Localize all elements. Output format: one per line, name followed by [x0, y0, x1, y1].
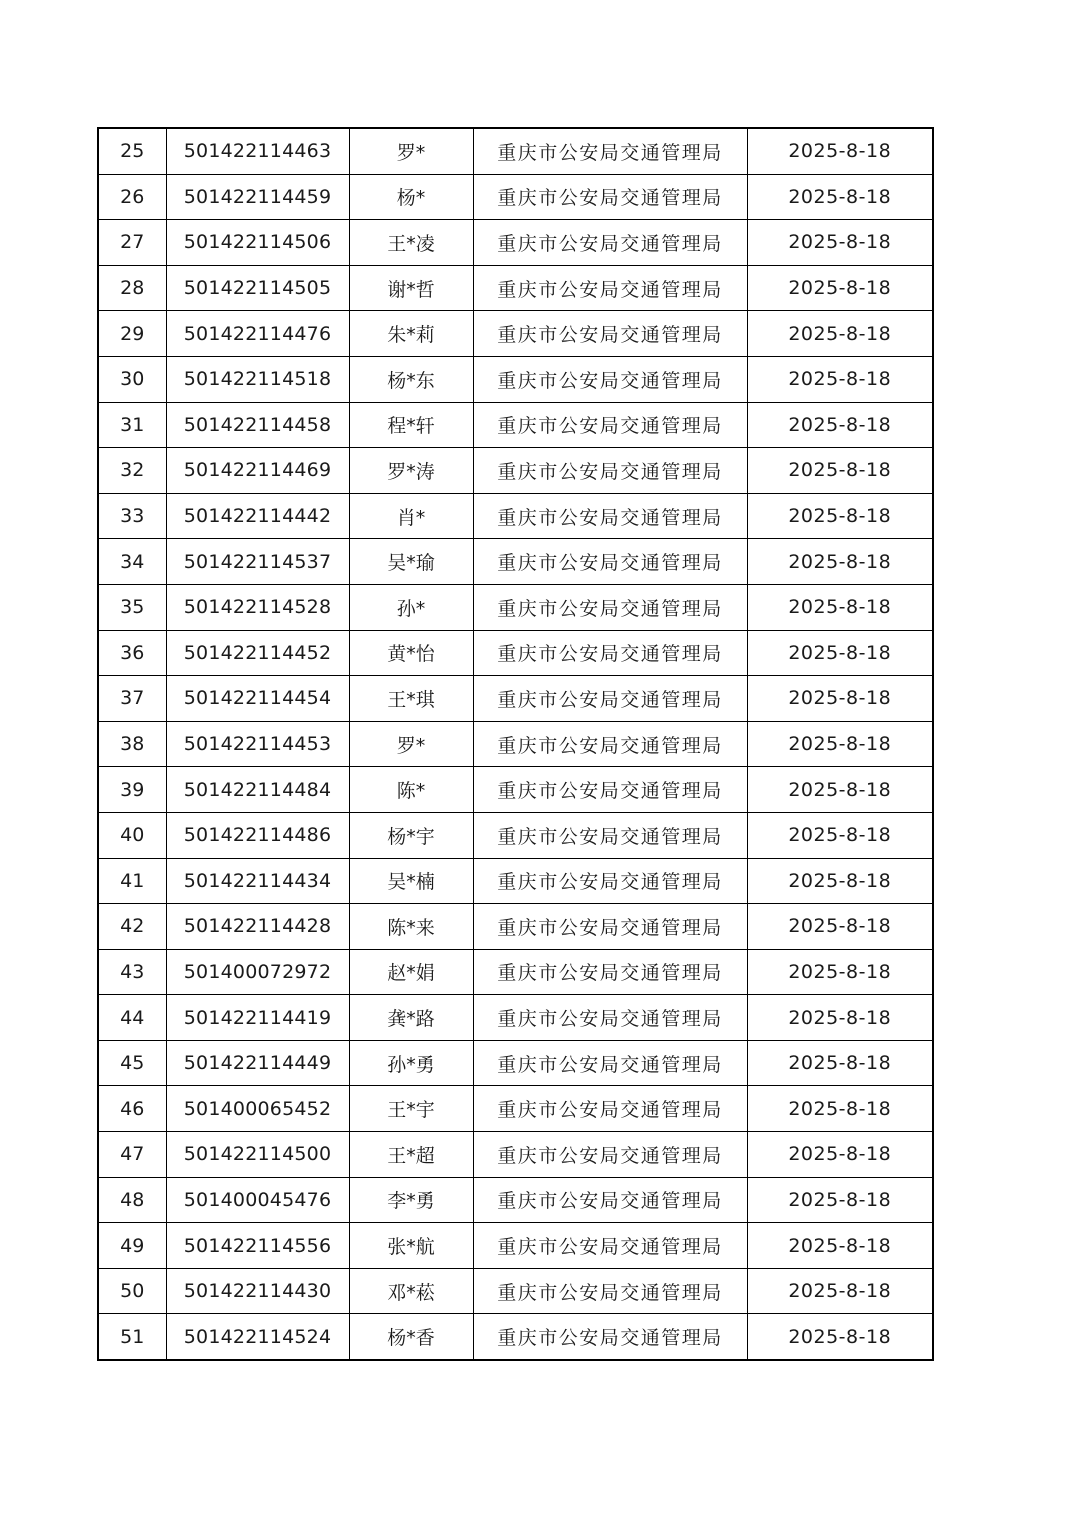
record-id-cell: 501422114449 — [166, 1040, 349, 1086]
row-number-cell: 36 — [98, 630, 166, 676]
person-name-cell: 邓*菘 — [349, 1268, 473, 1314]
organization-cell: 重庆市公安局交通管理局 — [473, 1177, 747, 1223]
person-name-cell: 罗* — [349, 128, 473, 174]
date-cell: 2025-8-18 — [747, 402, 933, 448]
record-id-cell: 501422114537 — [166, 539, 349, 585]
record-id-cell: 501422114556 — [166, 1223, 349, 1269]
person-name-cell: 陈* — [349, 767, 473, 813]
date-cell: 2025-8-18 — [747, 448, 933, 494]
organization-cell: 重庆市公安局交通管理局 — [473, 539, 747, 585]
row-number-cell: 31 — [98, 402, 166, 448]
record-id-cell: 501422114459 — [166, 174, 349, 220]
record-id-cell: 501422114528 — [166, 584, 349, 630]
table-row — [98, 1223, 933, 1269]
table-row — [98, 1177, 933, 1223]
person-name-cell: 程*轩 — [349, 402, 473, 448]
record-id-cell: 501422114453 — [166, 721, 349, 767]
person-name-cell: 王*凌 — [349, 220, 473, 266]
date-cell: 2025-8-18 — [747, 1086, 933, 1132]
person-name-cell: 孙* — [349, 584, 473, 630]
person-name-cell: 肖* — [349, 493, 473, 539]
row-number-cell: 38 — [98, 721, 166, 767]
table-row — [98, 995, 933, 1041]
person-name-cell: 杨* — [349, 174, 473, 220]
date-cell: 2025-8-18 — [747, 812, 933, 858]
record-id-cell: 501422114463 — [166, 128, 349, 174]
organization-cell: 重庆市公安局交通管理局 — [473, 767, 747, 813]
table-row — [98, 1040, 933, 1086]
table-row — [98, 584, 933, 630]
row-number-cell: 32 — [98, 448, 166, 494]
table-row — [98, 493, 933, 539]
date-cell: 2025-8-18 — [747, 904, 933, 950]
date-cell: 2025-8-18 — [747, 949, 933, 995]
table-row — [98, 676, 933, 722]
row-number-cell: 29 — [98, 311, 166, 357]
table-row — [98, 128, 933, 174]
date-cell: 2025-8-18 — [747, 676, 933, 722]
row-number-cell: 44 — [98, 995, 166, 1041]
date-cell: 2025-8-18 — [747, 584, 933, 630]
table-row — [98, 448, 933, 494]
record-id-cell: 501422114458 — [166, 402, 349, 448]
person-name-cell: 黄*怡 — [349, 630, 473, 676]
table-row — [98, 812, 933, 858]
row-number-cell: 40 — [98, 812, 166, 858]
organization-cell: 重庆市公安局交通管理局 — [473, 1132, 747, 1178]
row-number-cell: 37 — [98, 676, 166, 722]
row-number-cell: 30 — [98, 356, 166, 402]
organization-cell: 重庆市公安局交通管理局 — [473, 1040, 747, 1086]
record-id-cell: 501422114434 — [166, 858, 349, 904]
row-number-cell: 46 — [98, 1086, 166, 1132]
date-cell: 2025-8-18 — [747, 128, 933, 174]
table-row — [98, 1086, 933, 1132]
table-row — [98, 904, 933, 950]
table-row — [98, 1314, 933, 1360]
organization-cell: 重庆市公安局交通管理局 — [473, 1086, 747, 1132]
row-number-cell: 35 — [98, 584, 166, 630]
record-id-cell: 501400045476 — [166, 1177, 349, 1223]
record-id-cell: 501422114469 — [166, 448, 349, 494]
organization-cell: 重庆市公安局交通管理局 — [473, 1268, 747, 1314]
table-row — [98, 1268, 933, 1314]
person-name-cell: 王*琪 — [349, 676, 473, 722]
row-number-cell: 39 — [98, 767, 166, 813]
record-id-cell: 501422114476 — [166, 311, 349, 357]
date-cell: 2025-8-18 — [747, 493, 933, 539]
row-number-cell: 34 — [98, 539, 166, 585]
record-id-cell: 501422114500 — [166, 1132, 349, 1178]
organization-cell: 重庆市公安局交通管理局 — [473, 812, 747, 858]
organization-cell: 重庆市公安局交通管理局 — [473, 584, 747, 630]
row-number-cell: 41 — [98, 858, 166, 904]
organization-cell: 重庆市公安局交通管理局 — [473, 448, 747, 494]
row-number-cell: 28 — [98, 265, 166, 311]
table-row — [98, 265, 933, 311]
date-cell: 2025-8-18 — [747, 356, 933, 402]
person-name-cell: 陈*来 — [349, 904, 473, 950]
record-id-cell: 501422114430 — [166, 1268, 349, 1314]
person-name-cell: 吴*楠 — [349, 858, 473, 904]
person-name-cell: 吴*瑜 — [349, 539, 473, 585]
person-name-cell: 罗*涛 — [349, 448, 473, 494]
record-id-cell: 501422114506 — [166, 220, 349, 266]
record-id-cell: 501400065452 — [166, 1086, 349, 1132]
record-id-cell: 501422114484 — [166, 767, 349, 813]
table-row — [98, 1132, 933, 1178]
record-id-cell: 501422114419 — [166, 995, 349, 1041]
person-name-cell: 张*航 — [349, 1223, 473, 1269]
row-number-cell: 48 — [98, 1177, 166, 1223]
record-id-cell: 501422114505 — [166, 265, 349, 311]
record-id-cell: 501400072972 — [166, 949, 349, 995]
person-name-cell: 李*勇 — [349, 1177, 473, 1223]
organization-cell: 重庆市公安局交通管理局 — [473, 265, 747, 311]
date-cell: 2025-8-18 — [747, 995, 933, 1041]
record-id-cell: 501422114452 — [166, 630, 349, 676]
row-number-cell: 51 — [98, 1314, 166, 1360]
organization-cell: 重庆市公安局交通管理局 — [473, 493, 747, 539]
person-name-cell: 孙*勇 — [349, 1040, 473, 1086]
table-row — [98, 630, 933, 676]
record-id-cell: 501422114442 — [166, 493, 349, 539]
organization-cell: 重庆市公安局交通管理局 — [473, 402, 747, 448]
person-name-cell: 龚*路 — [349, 995, 473, 1041]
row-number-cell: 25 — [98, 128, 166, 174]
row-number-cell: 45 — [98, 1040, 166, 1086]
organization-cell: 重庆市公安局交通管理局 — [473, 858, 747, 904]
row-number-cell: 27 — [98, 220, 166, 266]
table-row — [98, 767, 933, 813]
date-cell: 2025-8-18 — [747, 311, 933, 357]
organization-cell: 重庆市公安局交通管理局 — [473, 311, 747, 357]
person-name-cell: 杨*香 — [349, 1314, 473, 1360]
organization-cell: 重庆市公安局交通管理局 — [473, 995, 747, 1041]
date-cell: 2025-8-18 — [747, 220, 933, 266]
row-number-cell: 43 — [98, 949, 166, 995]
date-cell: 2025-8-18 — [747, 630, 933, 676]
row-number-cell: 47 — [98, 1132, 166, 1178]
table-row — [98, 356, 933, 402]
table-row — [98, 858, 933, 904]
row-number-cell: 33 — [98, 493, 166, 539]
date-cell: 2025-8-18 — [747, 1132, 933, 1178]
table-row — [98, 402, 933, 448]
organization-cell: 重庆市公安局交通管理局 — [473, 630, 747, 676]
record-table — [97, 127, 934, 1361]
date-cell: 2025-8-18 — [747, 1314, 933, 1360]
person-name-cell: 王*超 — [349, 1132, 473, 1178]
date-cell: 2025-8-18 — [747, 767, 933, 813]
organization-cell: 重庆市公安局交通管理局 — [473, 904, 747, 950]
organization-cell: 重庆市公安局交通管理局 — [473, 721, 747, 767]
organization-cell: 重庆市公安局交通管理局 — [473, 949, 747, 995]
date-cell: 2025-8-18 — [747, 858, 933, 904]
table-body — [98, 128, 933, 1360]
row-number-cell: 50 — [98, 1268, 166, 1314]
table-row — [98, 949, 933, 995]
organization-cell: 重庆市公安局交通管理局 — [473, 174, 747, 220]
person-name-cell: 谢*哲 — [349, 265, 473, 311]
organization-cell: 重庆市公安局交通管理局 — [473, 1223, 747, 1269]
date-cell: 2025-8-18 — [747, 174, 933, 220]
organization-cell: 重庆市公安局交通管理局 — [473, 220, 747, 266]
date-cell: 2025-8-18 — [747, 265, 933, 311]
person-name-cell: 朱*莉 — [349, 311, 473, 357]
record-id-cell: 501422114518 — [166, 356, 349, 402]
person-name-cell: 王*宇 — [349, 1086, 473, 1132]
record-id-cell: 501422114524 — [166, 1314, 349, 1360]
record-id-cell: 501422114428 — [166, 904, 349, 950]
person-name-cell: 杨*东 — [349, 356, 473, 402]
organization-cell: 重庆市公安局交通管理局 — [473, 128, 747, 174]
person-name-cell: 罗* — [349, 721, 473, 767]
organization-cell: 重庆市公安局交通管理局 — [473, 356, 747, 402]
date-cell: 2025-8-18 — [747, 539, 933, 585]
row-number-cell: 49 — [98, 1223, 166, 1269]
organization-cell: 重庆市公安局交通管理局 — [473, 1314, 747, 1360]
date-cell: 2025-8-18 — [747, 721, 933, 767]
date-cell: 2025-8-18 — [747, 1268, 933, 1314]
table-row — [98, 174, 933, 220]
person-name-cell: 赵*娟 — [349, 949, 473, 995]
record-id-cell: 501422114454 — [166, 676, 349, 722]
table-row — [98, 539, 933, 585]
row-number-cell: 26 — [98, 174, 166, 220]
record-id-cell: 501422114486 — [166, 812, 349, 858]
table-row — [98, 721, 933, 767]
row-number-cell: 42 — [98, 904, 166, 950]
table-row — [98, 311, 933, 357]
date-cell: 2025-8-18 — [747, 1177, 933, 1223]
date-cell: 2025-8-18 — [747, 1040, 933, 1086]
table-row — [98, 220, 933, 266]
organization-cell: 重庆市公安局交通管理局 — [473, 676, 747, 722]
person-name-cell: 杨*宇 — [349, 812, 473, 858]
date-cell: 2025-8-18 — [747, 1223, 933, 1269]
